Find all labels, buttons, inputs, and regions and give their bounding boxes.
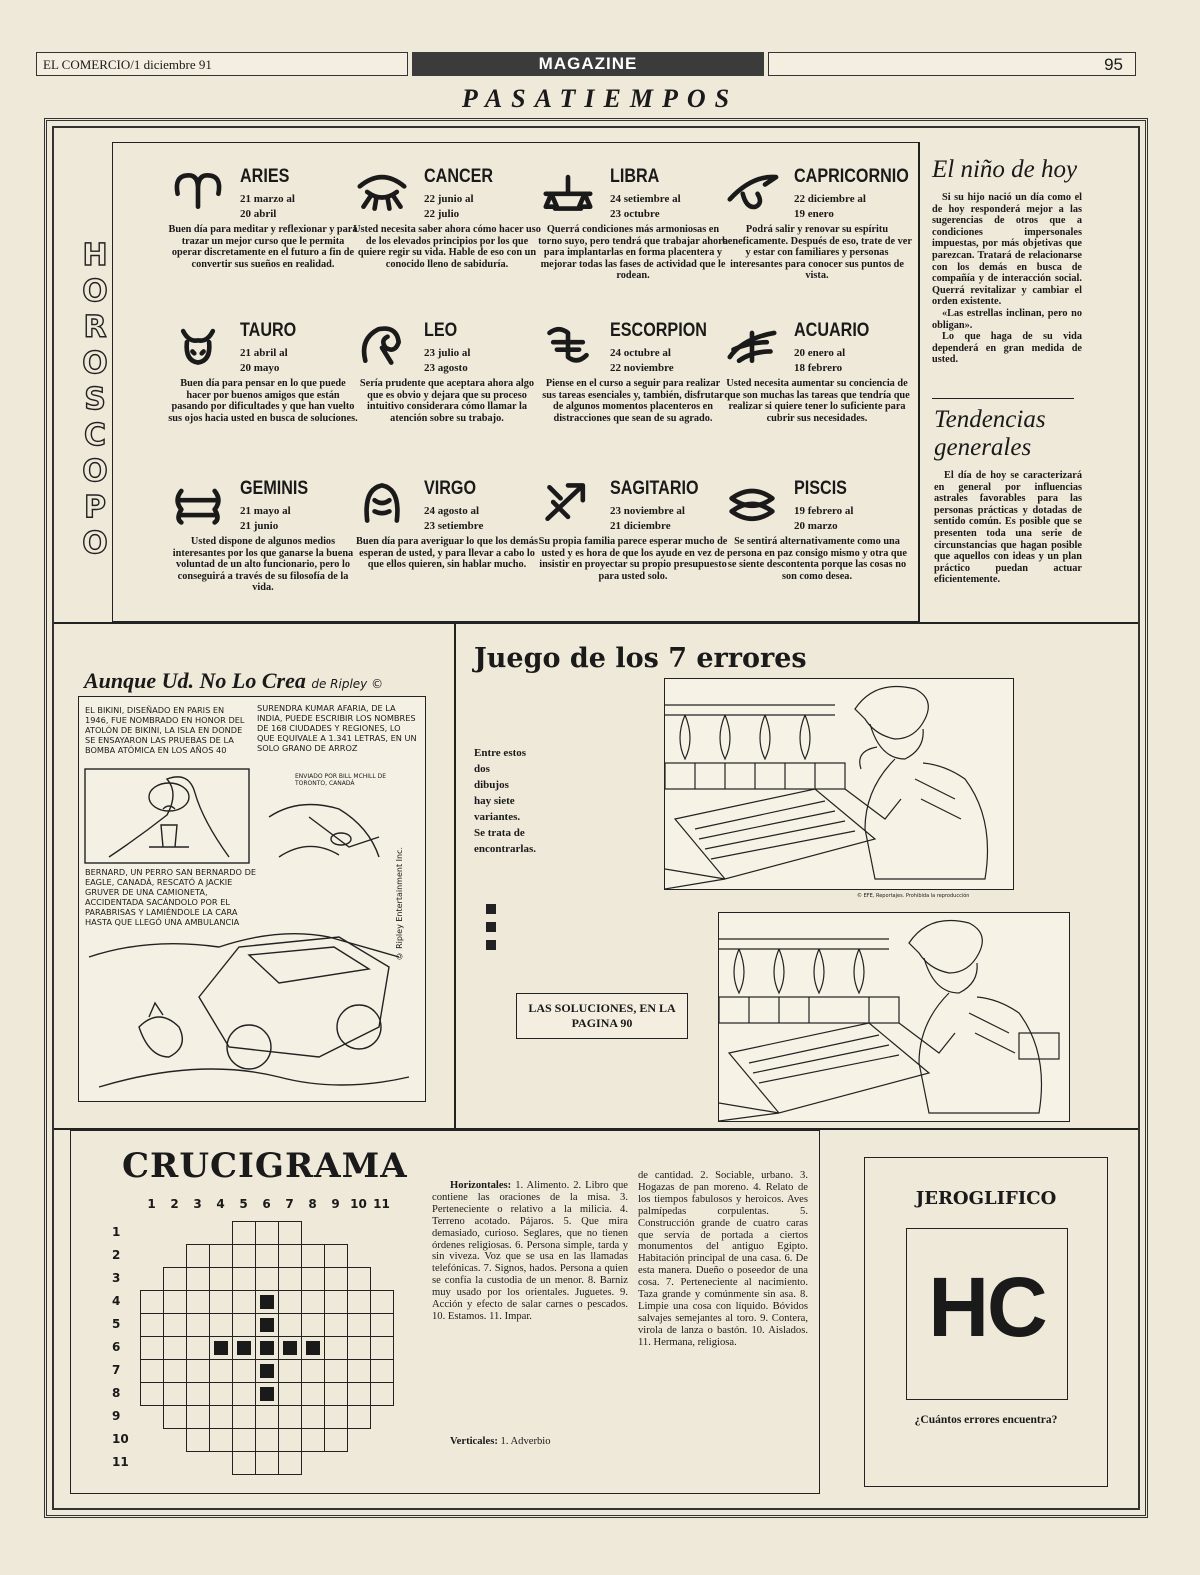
crucigrama-cell[interactable] bbox=[302, 1314, 325, 1337]
ripley-copyright: © Ripley Entertainment Inc. bbox=[395, 847, 404, 961]
nino-title: El niño de hoy bbox=[932, 156, 1078, 183]
sidebar-rule bbox=[932, 398, 1074, 399]
crucigrama-cell[interactable] bbox=[325, 1314, 348, 1337]
tendencias-title: Tendencias generales bbox=[934, 406, 1046, 461]
crucigrama-row-number: 7 bbox=[112, 1363, 121, 1377]
crucigrama-cell[interactable] bbox=[279, 1383, 302, 1406]
nino-section bbox=[932, 156, 1082, 366]
bullet-square bbox=[486, 904, 496, 914]
crucigrama-cell[interactable] bbox=[164, 1268, 187, 1291]
ripley-caption-dog: BERNARD, UN PERRO SAN BERNARDO DE EAGLE, CANADÁ, RESCATÓ A JACKIE GRUVER DE UNA CAMIONETA, ACCIDENTADA SACÁNDOLO POR EL PARABRISAS Y LAMIÉNDOLE LA CARA HASTA QUE LLEGÓ UNA AMBULANCIA bbox=[85, 867, 257, 927]
sign-date-end: 23 octubre bbox=[610, 208, 660, 220]
crucigrama-cell[interactable] bbox=[279, 1429, 302, 1452]
section-divider bbox=[54, 622, 1138, 624]
crucigrama-cell[interactable] bbox=[233, 1268, 256, 1291]
leo-icon bbox=[352, 320, 412, 370]
crucigrama-cell[interactable] bbox=[233, 1383, 256, 1406]
sign-name: CAPRICORNIO bbox=[794, 166, 909, 187]
crucigrama-col-number: 7 bbox=[285, 1197, 294, 1211]
horoscope-letter: O bbox=[82, 274, 108, 309]
crucigrama-cell[interactable] bbox=[187, 1245, 210, 1268]
sign-name: ESCORPION bbox=[610, 320, 707, 341]
sign-date-start: 21 mayo al bbox=[240, 505, 291, 517]
crucigrama-cell[interactable] bbox=[164, 1360, 187, 1383]
sign-date-start: 21 marzo al bbox=[240, 193, 295, 205]
crucigrama-black-square bbox=[260, 1295, 274, 1309]
crucigrama-cell[interactable] bbox=[187, 1337, 210, 1360]
crucigrama-cell[interactable] bbox=[302, 1291, 325, 1314]
crucigrama-cell[interactable] bbox=[187, 1406, 210, 1429]
crucigrama-black-square bbox=[260, 1341, 274, 1355]
crucigrama-cell[interactable] bbox=[164, 1291, 187, 1314]
crucigrama-cell[interactable] bbox=[141, 1291, 164, 1314]
sign-date-end: 22 julio bbox=[424, 208, 460, 220]
crucigrama-cell[interactable] bbox=[348, 1337, 371, 1360]
horizontales-label: Horizontales: bbox=[450, 1180, 512, 1191]
sagitario-icon bbox=[538, 478, 598, 528]
crucigrama-cell[interactable] bbox=[348, 1314, 371, 1337]
sign-date-end: 22 noviembre bbox=[610, 362, 674, 374]
horoscope-vertical-title bbox=[78, 240, 118, 564]
crucigrama-col-number: 9 bbox=[331, 1197, 340, 1211]
sign-name: VIRGO bbox=[424, 478, 477, 499]
crucigrama-title: CRUCIGRAMA bbox=[122, 1146, 408, 1186]
crucigrama-cell[interactable] bbox=[325, 1337, 348, 1360]
crucigrama-grid[interactable] bbox=[140, 1221, 394, 1475]
drawing-credit: © EFE, Reportajes. Prohibida la reproducción bbox=[857, 893, 970, 899]
crucigrama-black-square bbox=[260, 1318, 274, 1332]
crucigrama-cell[interactable] bbox=[187, 1314, 210, 1337]
sign-text: Buen día para meditar y reflexionar y para trazar un mejor curso que le permita operar discretamente en el futuro a fin de convertir sus sueños en realidad. bbox=[168, 224, 358, 270]
horizontales-clues bbox=[432, 1180, 628, 1323]
sign-name: ACUARIO bbox=[794, 320, 870, 341]
crucigrama-cell[interactable] bbox=[325, 1383, 348, 1406]
sign-date-start: 23 noviembre al bbox=[610, 505, 685, 517]
crucigrama-cell[interactable] bbox=[164, 1406, 187, 1429]
sign-text: Usted necesita aumentar su conciencia de que son muchas las tareas que tendría que realizar si quiere tener lo suficiente para cubrir sus necesidades. bbox=[724, 378, 910, 424]
sign-date-end: 20 abril bbox=[240, 208, 277, 220]
crucigrama-row-number: 9 bbox=[112, 1409, 121, 1423]
crucigrama-row-number: 6 bbox=[112, 1340, 121, 1354]
crucigrama-cell[interactable] bbox=[279, 1291, 302, 1314]
jeroglifico-letters: HC bbox=[928, 1260, 1046, 1354]
crucigrama-cell[interactable] bbox=[325, 1245, 348, 1268]
crucigrama-cell[interactable] bbox=[210, 1291, 233, 1314]
error-drawing-top bbox=[664, 678, 1014, 899]
crucigrama-cell[interactable] bbox=[256, 1268, 279, 1291]
crucigrama-row-number: 5 bbox=[112, 1317, 121, 1331]
bullet-square bbox=[486, 922, 496, 932]
crucigrama-cell[interactable] bbox=[187, 1268, 210, 1291]
crucigrama-cell[interactable] bbox=[279, 1314, 302, 1337]
nino-text: Si su hijo nació un día como el de hoy responderá mejor a las sugerencias de otros que a condiciones impersonales impuestas, por más objetivas que parezcan. Tratará de relacionarse con los demás en busca de compañía y de interacción social. Querrá revitalizar y cambiar el orden existente. bbox=[932, 192, 1082, 308]
crucigrama-cell[interactable] bbox=[210, 1360, 233, 1383]
horoscope-letter: H bbox=[82, 238, 108, 273]
crucigrama-cell[interactable] bbox=[348, 1268, 371, 1291]
sign-text: Usted necesita saber ahora cómo hacer uso de los elevados principios por los que quiere regir su vida. Hable de eso con un conocido lleno de sabiduría. bbox=[353, 224, 541, 270]
crucigrama-col-number: 4 bbox=[216, 1197, 225, 1211]
crucigrama-cell[interactable] bbox=[325, 1268, 348, 1291]
crucigrama-cell[interactable] bbox=[325, 1429, 348, 1452]
horizontales-text: 1. Alimento. 2. Libro que contiene las oraciones de la misa. 3. Perteneciente o relativo a la milicia. 4. Terreno acotado. Pájaros. 5. Que mira demasiado, curioso. Seglares, que no tienen órdenes religiosas. 6. Persona simple, tarda y sin viveza. Voz que se usa en las llamadas telefónicas. 7. Signos, hados. Persona a quien se confía la custodia de un menor. 8. Barniz muy usado por los orientales. Juguetes. 9. Acción y efecto de salar carnes o pescados. 10. Estamos. 11. Impar. bbox=[432, 1180, 628, 1322]
juego-intro-line: Se trata de bbox=[474, 827, 525, 839]
crucigrama-row-number: 10 bbox=[112, 1432, 129, 1446]
crucigrama-cell[interactable] bbox=[210, 1383, 233, 1406]
crucigrama-cell[interactable] bbox=[325, 1406, 348, 1429]
crucigrama-cell[interactable] bbox=[279, 1360, 302, 1383]
crucigrama-cell[interactable] bbox=[279, 1406, 302, 1429]
crucigrama-cell[interactable] bbox=[141, 1383, 164, 1406]
juego-intro-line: hay siete bbox=[474, 795, 515, 807]
page-number: 95 bbox=[768, 52, 1136, 76]
sign-date-end: 20 marzo bbox=[794, 520, 838, 532]
crucigrama-cell[interactable] bbox=[141, 1360, 164, 1383]
sign-date-start: 22 junio al bbox=[424, 193, 474, 205]
crucigrama-cell[interactable] bbox=[164, 1337, 187, 1360]
juego-intro-line: dibujos bbox=[474, 779, 509, 791]
sign-name: LEO bbox=[424, 320, 458, 341]
ripley-signature: de Ripley © bbox=[311, 677, 384, 691]
crucigrama-cell[interactable] bbox=[233, 1360, 256, 1383]
crucigrama-cell[interactable] bbox=[302, 1360, 325, 1383]
ripley-caption-rice: SURENDRA KUMAR AFARIA, DE LA INDIA, PUEDE ESCRIBIR LOS NOMBRES DE 168 CIUDADES Y REGIONES, LO QUE EQUIVALE A 1.341 LETRAS, EN UN SOLO GRANO DE ARROZ bbox=[257, 703, 417, 753]
sign-text: Buen día para pensar en lo que puede hacer por buenos amigos que están pasando por dificultades y que han vuelto sus ojos hacia usted en busca de soluciones. bbox=[168, 378, 358, 424]
crucigrama-cell[interactable] bbox=[256, 1429, 279, 1452]
page-title: PASATIEMPOS bbox=[461, 84, 739, 113]
piscis-icon bbox=[722, 478, 782, 528]
sidebar-divider bbox=[918, 142, 920, 622]
drawing-top-art bbox=[665, 679, 1013, 889]
crucigrama-cell[interactable] bbox=[187, 1429, 210, 1452]
crucigrama-cell[interactable] bbox=[210, 1429, 233, 1452]
crucigrama-cell[interactable] bbox=[371, 1360, 394, 1383]
crucigrama-cell[interactable] bbox=[302, 1406, 325, 1429]
sign-date-end: 21 junio bbox=[240, 520, 279, 532]
sign-text: Se sentirá alternativamente como una persona en paz consigo mismo y otra que se siente descontenta porque las cosas no son como desea. bbox=[727, 536, 907, 582]
horoscope-letter: O bbox=[82, 454, 108, 489]
ripley-illustrations bbox=[79, 697, 425, 1101]
crucigrama-cell[interactable] bbox=[210, 1314, 233, 1337]
crucigrama-cell[interactable] bbox=[348, 1360, 371, 1383]
crucigrama-col-number: 5 bbox=[239, 1197, 248, 1211]
crucigrama-cell[interactable] bbox=[279, 1222, 302, 1245]
aries-icon bbox=[168, 166, 228, 216]
crucigrama-cell[interactable] bbox=[371, 1314, 394, 1337]
crucigrama-cell[interactable] bbox=[210, 1268, 233, 1291]
sign-date-end: 21 diciembre bbox=[610, 520, 671, 532]
crucigrama-cell[interactable] bbox=[210, 1245, 233, 1268]
sign-name: TAURO bbox=[240, 320, 297, 341]
nino-end: Lo que haga de su vida dependerá en gran medida de usted. bbox=[932, 331, 1082, 366]
crucigrama-cell[interactable] bbox=[325, 1291, 348, 1314]
tauro-icon bbox=[168, 320, 228, 370]
crucigrama-cell[interactable] bbox=[371, 1383, 394, 1406]
crucigrama-row-number: 3 bbox=[112, 1271, 121, 1285]
crucigrama-cell[interactable] bbox=[233, 1429, 256, 1452]
cancer-icon bbox=[352, 166, 412, 216]
jeroglifico-title: JEROGLIFICO bbox=[915, 1188, 1057, 1209]
crucigrama-cell[interactable] bbox=[302, 1268, 325, 1291]
publication-date: EL COMERCIO/1 diciembre 91 bbox=[36, 52, 408, 76]
crucigrama-col-number: 6 bbox=[262, 1197, 271, 1211]
crucigrama-black-square bbox=[260, 1387, 274, 1401]
bullet-square bbox=[486, 940, 496, 950]
crucigrama-row-number: 8 bbox=[112, 1386, 121, 1400]
crucigrama-col-number: 10 bbox=[350, 1197, 367, 1211]
sign-name: LIBRA bbox=[610, 166, 660, 187]
crucigrama-cell[interactable] bbox=[348, 1291, 371, 1314]
crucigrama-cell[interactable] bbox=[279, 1268, 302, 1291]
crucigrama-col-number: 2 bbox=[170, 1197, 179, 1211]
solutions-box: LAS SOLUCIONES, EN LA PAGINA 90 bbox=[516, 993, 688, 1039]
crucigrama-cell[interactable] bbox=[302, 1429, 325, 1452]
horoscope-letter: O bbox=[82, 346, 108, 381]
crucigrama-cell[interactable] bbox=[371, 1291, 394, 1314]
crucigrama-cell[interactable] bbox=[164, 1383, 187, 1406]
ripley-title-text: Aunque Ud. No Lo Crea bbox=[84, 668, 306, 693]
sign-date-start: 23 julio al bbox=[424, 347, 471, 359]
sign-date-end: 23 agosto bbox=[424, 362, 468, 374]
tendencias-text: El día de hoy se caracterizará en general por influencias astrales favorables para las personas prácticas y dotadas de sentido común. Es posible que se presenten toda una serie de circunstancias que hagan posible que aquellos con ideas y un plan práctico puedan actuar eficientemente. bbox=[934, 470, 1082, 586]
crucigrama-cell[interactable] bbox=[141, 1314, 164, 1337]
drawing-bottom-art bbox=[719, 913, 1069, 1121]
sign-date-end: 23 setiembre bbox=[424, 520, 484, 532]
crucigrama-black-square bbox=[214, 1341, 228, 1355]
crucigrama-cell[interactable] bbox=[302, 1245, 325, 1268]
horoscope-letter: R bbox=[83, 310, 107, 345]
juego-intro bbox=[474, 745, 584, 857]
crucigrama-cell[interactable] bbox=[233, 1222, 256, 1245]
ripley-comic bbox=[78, 696, 426, 1102]
jeroglifico-question: ¿Cuántos errores encuentra? bbox=[914, 1414, 1058, 1426]
acuario-icon bbox=[722, 320, 782, 370]
sign-date-start: 21 abril al bbox=[240, 347, 288, 359]
crucigrama-black-square bbox=[283, 1341, 297, 1355]
sign-name: GEMINIS bbox=[240, 478, 309, 499]
crucigrama-cell[interactable] bbox=[233, 1291, 256, 1314]
section-banner: MAGAZINE bbox=[412, 52, 764, 76]
sign-text: Su propia familia parece esperar mucho de usted y es hora de que los ayude en vez de insistir en proyectar su propio presupuesto para usted solo. bbox=[538, 536, 728, 582]
horoscope-letter: C bbox=[83, 418, 107, 453]
sign-text: Sería prudente que aceptara ahora algo que es obvio y dejara que su proceso intuitivo considerara cómo llamar la atención sobre su trabajo. bbox=[359, 378, 535, 424]
crucigrama-col-number: 3 bbox=[193, 1197, 202, 1211]
crucigrama-cell[interactable] bbox=[256, 1406, 279, 1429]
horoscope-letter: S bbox=[84, 382, 106, 417]
sign-text: Piense en el curso a seguir para realizar sus tareas esenciales y, también, disfrutar de algunos momentos placenteros en distracciones que sean de su agrado. bbox=[542, 378, 724, 424]
verticales-label: Verticales: bbox=[450, 1436, 498, 1447]
crucigrama-cell[interactable] bbox=[187, 1383, 210, 1406]
crucigrama-cell[interactable] bbox=[348, 1406, 371, 1429]
crucigrama-row-number: 1 bbox=[112, 1225, 121, 1239]
crucigrama-cell[interactable] bbox=[233, 1406, 256, 1429]
sign-text: Buen día para averiguar lo que los demás esperan de usted, y para llevar a cabo lo que ellos quieren, sin hablar mucho. bbox=[355, 536, 539, 571]
juego-intro-line: dos bbox=[474, 763, 490, 775]
horoscope-letter: P bbox=[84, 490, 106, 525]
ripley-title bbox=[84, 668, 383, 694]
crucigrama-cell[interactable] bbox=[210, 1406, 233, 1429]
libra-icon bbox=[538, 166, 598, 216]
crucigrama-col-number: 8 bbox=[308, 1197, 317, 1211]
crucigrama-black-square bbox=[260, 1364, 274, 1378]
crucigrama-cell[interactable] bbox=[279, 1452, 302, 1475]
crucigrama-row-number: 4 bbox=[112, 1294, 121, 1308]
crucigrama-cell[interactable] bbox=[256, 1222, 279, 1245]
crucigrama-cell[interactable] bbox=[187, 1291, 210, 1314]
crucigrama-cell[interactable] bbox=[164, 1314, 187, 1337]
crucigrama-black-square bbox=[306, 1341, 320, 1355]
crucigrama-cell[interactable] bbox=[256, 1245, 279, 1268]
sign-date-end: 20 mayo bbox=[240, 362, 280, 374]
crucigrama-cell[interactable] bbox=[233, 1245, 256, 1268]
juego-intro-line: variantes. bbox=[474, 811, 521, 823]
crucigrama-cell[interactable] bbox=[371, 1337, 394, 1360]
crucigrama-col-number: 11 bbox=[373, 1197, 390, 1211]
crucigrama-col-number: 1 bbox=[147, 1197, 156, 1211]
crucigrama-cell[interactable] bbox=[187, 1360, 210, 1383]
verticales-start bbox=[432, 1436, 628, 1448]
capricornio-icon bbox=[722, 166, 782, 216]
juego-title: Juego de los 7 errores bbox=[474, 643, 807, 674]
sign-date-start: 24 setiembre al bbox=[610, 193, 681, 205]
escorpion-icon bbox=[538, 320, 598, 370]
crucigrama-cell[interactable] bbox=[256, 1452, 279, 1475]
sign-date-end: 19 enero bbox=[794, 208, 834, 220]
juego-intro-line: Entre estos bbox=[474, 747, 527, 759]
crucigrama-cell[interactable] bbox=[302, 1383, 325, 1406]
crucigrama-cell[interactable] bbox=[233, 1314, 256, 1337]
column-divider bbox=[454, 622, 456, 1130]
sign-name: PISCIS bbox=[794, 478, 847, 499]
error-drawing-bottom bbox=[718, 912, 1070, 1122]
sign-name: SAGITARIO bbox=[610, 478, 699, 499]
ripley-caption-bikini: EL BIKINI, DISEÑADO EN PARIS EN 1946, FUE NOMBRADO EN HONOR DEL ATOLÓN DE BIKINI, LA ISLA EN DONDE SE ENSAYARON LAS PRUEBAS DE LA BOMBA ATÓMICA EN LOS AÑOS 40 bbox=[85, 705, 245, 755]
sign-date-end: 18 febrero bbox=[794, 362, 843, 374]
sign-date-start: 19 febrero al bbox=[794, 505, 854, 517]
verticales-clues: de cantidad. 2. Sociable, urbano. 3. Hogazas de pan moreno. 4. Relato de los tiempos fabulosos y heroicos. Aves palmípedas corpulentas. 5. Construcción grande de cuatro caras que servía de portada a ciertos monumentos del antiguo Egipto. Habitación principal de una casa. 6. De esta manera. Dueño o poseedor de una cosa. 7. Perteneciente al nacimiento. Taza grande y comúnmente sin asa. 8. Limpie una cosa con líquido. Bóvidos salvajes semejantes al toro. 9. Contera, virola de lanza o bastón. 10. Aislados. 11. Hermana, religiosa. bbox=[638, 1170, 808, 1348]
sign-text: Podrá salir y renovar su espíritu beneficamente. Después de eso, trate de ver y estar con familiares y personas interesantes para conocer sus puntos de vista. bbox=[722, 224, 912, 282]
crucigrama-cell[interactable] bbox=[141, 1337, 164, 1360]
juego-intro-line: encontrarlas. bbox=[474, 843, 537, 855]
verticales-start-text: 1. Adverbio bbox=[500, 1436, 551, 1447]
crucigrama-cell[interactable] bbox=[279, 1245, 302, 1268]
ripley-caption-credit: ENVIADO POR BILL MCHILL DE TORONTO, CANADÁ bbox=[295, 773, 387, 787]
sign-name: ARIES bbox=[240, 166, 290, 187]
sign-text: Usted dispone de algunos medios interesantes por los que ganarse la buena voluntad de un alto funcionario, pero lo conseguirá a través de su filosofía de la vida. bbox=[172, 536, 354, 594]
tendencias-section bbox=[934, 406, 1082, 586]
sign-date-start: 22 diciembre al bbox=[794, 193, 866, 205]
sign-name: CANCER bbox=[424, 166, 494, 187]
sign-text: Querrá condiciones más armoniosas en torno suyo, pero tendrá que trabajar ahora para implantarlas en forma placentera y mejorar todas las fases de actividad que le rodean. bbox=[538, 224, 728, 282]
crucigrama-cell[interactable] bbox=[233, 1452, 256, 1475]
crucigrama-row-number: 11 bbox=[112, 1455, 129, 1469]
sign-date-start: 20 enero al bbox=[794, 347, 846, 359]
nino-quote: «Las estrellas inclinan, pero no obligan». bbox=[932, 307, 1082, 331]
sign-date-start: 24 octubre al bbox=[610, 347, 671, 359]
virgo-icon bbox=[352, 478, 412, 528]
crucigrama-row-number: 2 bbox=[112, 1248, 121, 1262]
crucigrama-cell[interactable] bbox=[325, 1360, 348, 1383]
horoscope-letter: O bbox=[82, 526, 108, 561]
crucigrama-cell[interactable] bbox=[348, 1383, 371, 1406]
geminis-icon bbox=[168, 478, 228, 528]
sign-date-start: 24 agosto al bbox=[424, 505, 479, 517]
crucigrama-black-square bbox=[237, 1341, 251, 1355]
